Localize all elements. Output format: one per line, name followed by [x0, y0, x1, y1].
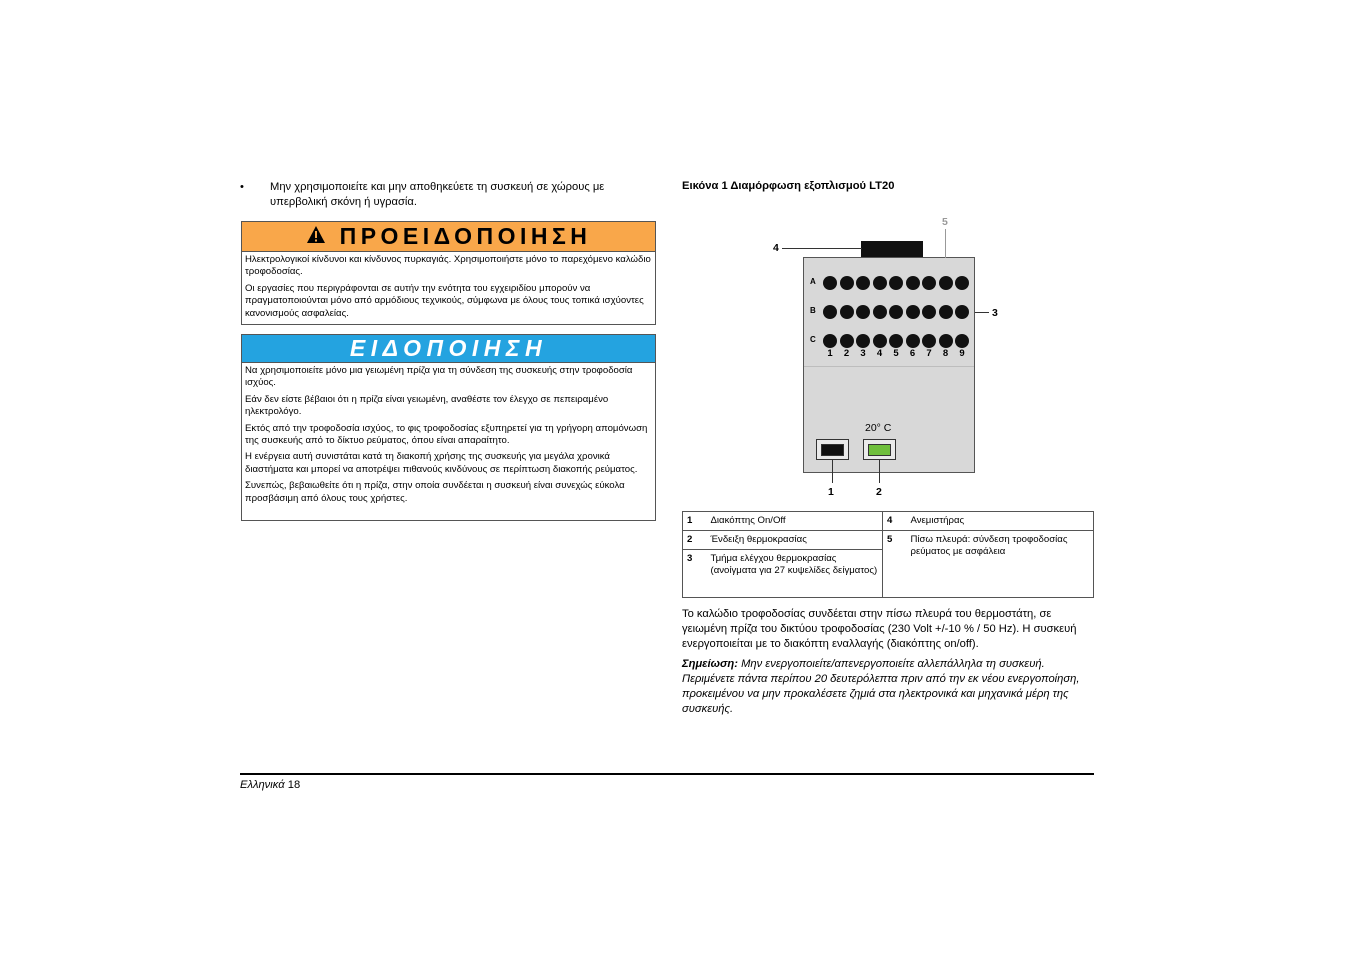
legend-number: 4	[883, 512, 907, 531]
fan	[861, 241, 923, 258]
sample-well	[823, 276, 837, 290]
page-number: 18	[287, 779, 301, 791]
temperature-display	[863, 439, 896, 460]
on-off-switch	[816, 439, 849, 460]
sample-well	[939, 334, 953, 348]
warning-header	[242, 222, 655, 252]
sample-well	[889, 334, 903, 348]
callout-line-4	[782, 248, 862, 249]
legend-number: 5	[883, 531, 907, 598]
column-label: 2	[843, 348, 850, 359]
column-label: 6	[909, 348, 916, 359]
bullet-symbol: •	[240, 181, 244, 193]
legend-row	[683, 512, 1094, 531]
sample-well	[922, 334, 936, 348]
note	[682, 657, 1097, 717]
sample-well	[856, 276, 870, 290]
notice-paragraph: Συνεπώς, βεβαιωθείτε ότι η πρίζα, στην οποία συνδέεται η συσκευή είναι συνεχώς εύκολα προσβάσιμη από όλους τους χρήστες.	[245, 480, 625, 504]
sample-well	[906, 334, 920, 348]
warning-body	[242, 252, 655, 323]
sample-well	[922, 276, 936, 290]
warning-paragraph: Οι εργασίες που περιγράφονται σε αυτήν την ενότητα του εγχειριδίου μπορούν να πραγματοποιούνται μόνο από αρμόδιους τεχνικούς, σύμφωνα με όλους τους τοπικά ισχύοντες κανονισμούς ασφαλείας.	[245, 282, 644, 319]
sample-well	[840, 276, 854, 290]
notice-paragraph: Εάν δεν είστε βέβαιοι ότι η πρίζα είναι γειωμένη, αναθέστε τον έλεγχο σε πεπειραμένο ηλεκτρολόγο.	[245, 393, 609, 418]
legend-description: Ανεμιστήρας	[907, 512, 1094, 531]
notice-title: ΕΙΔΟΠΟΙΗΣΗ	[349, 335, 548, 361]
callout-line-5	[945, 229, 946, 258]
column-label: 1	[827, 348, 833, 359]
sample-well	[939, 305, 953, 319]
notice-paragraph: Εκτός από την τροφοδοσία ισχύος, το φις τροφοδοσίας εξυπηρετεί για τη γρήγορη απομόνωση της συσκευής από το δίκτυο ρεύματος, όπου είναι απαραίτητο.	[245, 422, 648, 447]
figure-legend-table	[682, 511, 1094, 598]
legend-description: Διακόπτης On/Off	[707, 512, 883, 531]
callout-label-4: 4	[773, 242, 779, 254]
legend-number: 3	[683, 550, 707, 598]
column-label: 4	[876, 348, 883, 359]
sample-well	[889, 305, 903, 319]
notice-header	[242, 335, 655, 363]
notice-box	[241, 334, 656, 521]
sample-well	[873, 334, 887, 348]
body-paragraph: Το καλώδιο τροφοδοσίας συνδέεται στην πίσω πλευρά του θερμοστάτη, σε γειωμένη πρίζα του δικτύου τροφοδοσίας (230 Volt +/-10 % / 50 Hz). Η συσκευή ενεργοποιείται με το διακόπτη εναλλαγής (διακόπτης on/off).	[682, 608, 1077, 650]
warning-paragraph: Ηλεκτρολογικοί κίνδυνοι και κίνδυνος πυρκαγιάς. Χρησιμοποιήστε μόνο το παρεχόμενο καλώδιο τροφοδοσίας.	[245, 254, 651, 278]
note-label: Σημείωση:	[682, 658, 738, 670]
bullet-text: Μην χρησιμοποιείτε και μην αποθηκεύετε τη συσκευή σε χώρους με υπερβολική σκόνη ή υγρασία.	[270, 181, 605, 208]
footer-language: Ελληνικά	[240, 779, 285, 791]
row-label: B	[810, 306, 816, 315]
sample-well	[840, 305, 854, 319]
sample-well	[823, 334, 837, 348]
notice-paragraph: Η ενέργεια αυτή συνιστάται κατά τη διακοπή χρήσης της συσκευής για μεγάλα χρονικά διαστήματα και μπορεί να αποτρέψει πιθανούς κινδύνους σε περίπτωση διακοπής ρεύματος.	[245, 451, 638, 475]
legend-description: Τμήμα ελέγχου θερμοκρασίας (ανοίγματα για 27 κυψελίδες δείγματος)	[707, 550, 883, 598]
sample-well	[955, 276, 969, 290]
sample-well	[906, 305, 920, 319]
on-off-switch-knob	[821, 444, 844, 456]
sample-well	[955, 305, 969, 319]
figure-title: Εικόνα 1 Διαμόρφωση εξοπλισμού LT20	[682, 180, 895, 192]
legend-description: Πίσω πλευρά: σύνδεση τροφοδοσίας ρεύματος με ασφάλεια	[907, 531, 1094, 598]
row-label: C	[810, 335, 816, 344]
row-label: A	[810, 277, 816, 286]
temperature-readout: 20° C	[865, 422, 892, 434]
callout-line-1	[832, 460, 833, 483]
warning-box	[241, 221, 656, 325]
temperature-display-screen	[868, 444, 891, 456]
column-label: 7	[926, 348, 932, 359]
warning-triangle-icon	[306, 225, 326, 249]
callout-label-5: 5	[942, 216, 948, 228]
column-label: 5	[893, 348, 899, 359]
footer	[240, 779, 300, 791]
sample-well	[906, 276, 920, 290]
callout-label-2: 2	[876, 486, 882, 498]
callout-label-3: 3	[992, 307, 998, 319]
footer-rule	[240, 773, 1094, 775]
bullet-item	[240, 180, 660, 210]
sample-well	[823, 305, 837, 319]
sample-well	[873, 276, 887, 290]
callout-line-2	[879, 460, 880, 483]
sample-well	[856, 305, 870, 319]
callout-label-1: 1	[828, 486, 834, 498]
column-label: 9	[959, 348, 965, 359]
note-text: Μην ενεργοποιείτε/απενεργοποιείτε αλλεπάλληλα τη συσκευή. Περιμένετε πάντα περίπου 20 δευτερόλεπτα πριν από την εκ νέου ενεργοποίηση, προκειμένου να μην προκαλέσετε ζημιά στα ηλεκτρονικά και μηχανικά μέρη της συσκευής.	[682, 658, 1080, 715]
sample-well	[922, 305, 936, 319]
sample-well	[840, 334, 854, 348]
column-label: 8	[942, 348, 949, 359]
legend-row	[683, 531, 1094, 550]
sample-well	[873, 305, 887, 319]
notice-paragraph: Να χρησιμοποιείτε μόνο μια γειωμένη πρίζα για τη σύνδεση της συσκευής στην τροφοδοσία ισχύος.	[245, 365, 633, 389]
sample-well	[889, 276, 903, 290]
legend-number: 2	[683, 531, 707, 550]
warning-title: ΠΡΟΕΙΔΟΠΟΙΗΣΗ	[339, 223, 592, 249]
sample-well	[955, 334, 969, 348]
sample-well	[939, 276, 953, 290]
panel-divider	[804, 366, 974, 367]
legend-number: 1	[683, 512, 707, 531]
sample-well	[856, 334, 870, 348]
legend-description: Ένδειξη θερμοκρασίας	[707, 531, 883, 550]
column-label: 3	[860, 348, 866, 359]
notice-body	[242, 363, 655, 508]
callout-line-3	[975, 312, 989, 313]
